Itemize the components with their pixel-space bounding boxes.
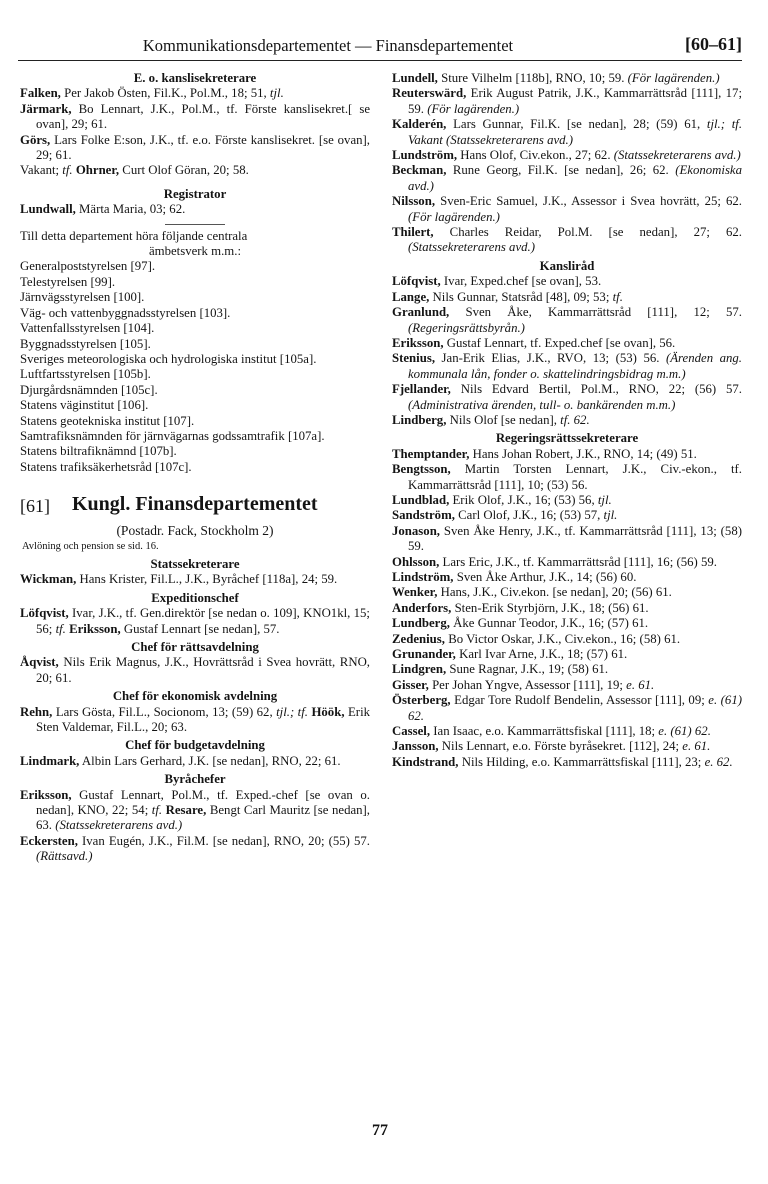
agency-item: Statens geotekniska institut [107]. xyxy=(20,413,195,428)
entry: Löfqvist, Ivar, Exped.chef [se ovan], 53. xyxy=(392,274,602,289)
right-column xyxy=(392,71,742,770)
section-heading: Kansliråd xyxy=(539,258,595,273)
section-heading: Byråchefer xyxy=(164,772,226,787)
intro-text: ämbetsverk m.m.: xyxy=(148,244,242,259)
entry: Wickman, Hans Krister, Fil.L., J.K., Byråchef [118a], 24; 59. xyxy=(20,572,338,587)
divider xyxy=(165,224,225,225)
entry: Kalderén, Lars Gunnar, Fil.K. [se nedan], 28; (59) 61, tjl.; tf. Vakant (Statssekreterarens avd.) xyxy=(392,117,743,147)
department-number: [61] xyxy=(20,496,50,517)
section-heading: Chef för rättsavdelning xyxy=(131,640,259,654)
entry: Eriksson, Gustaf Lennart, Pol.M., tf. Exped.-chef [se ovan o. nedan], KNO, 22; 54; tf. Resare, Bengt Carl Mauritz [se nedan], 63. (Statssekreterarens avd.) xyxy=(20,787,371,833)
entry: Bengtsson, Martin Torsten Lennart, J.K., Civ.-ekon., tf. Kammarrättsråd [111], 10; (53) 56. xyxy=(392,462,742,492)
entry: Gisser, Per Johan Yngve, Assessor [111], 19; e. 61. xyxy=(392,677,655,692)
entry: Järmark, Bo Lennart, J.K., Pol.M., tf. Förste kanslisekret.[ se ovan], 29; 61. xyxy=(20,101,371,132)
agency-item: Statens biltrafiknämnd [107b]. xyxy=(20,444,177,459)
entry: Jonason, Sven Åke Henry, J.K., tf. Kammarrättsråd [111], 13; (58) 59. xyxy=(392,523,742,554)
department-heading xyxy=(20,493,370,523)
entry: Falken, Per Jakob Östen, Fil.K., Pol.M., 18; 51, tjl. xyxy=(20,86,284,101)
agency-item: Statens trafiksäkerhetsråd [107c]. xyxy=(20,459,192,474)
entry: Jansson, Nils Lennart, e.o. Förste byråsekret. [112], 24; e. 61. xyxy=(392,739,711,754)
entry: Lundström, Hans Olof, Civ.ekon., 27; 62. (Statssekreterarens avd.) xyxy=(392,148,741,163)
document-page xyxy=(18,30,742,1170)
left-column xyxy=(20,71,370,865)
entry: Lindgren, Sune Ragnar, J.K., 19; (58) 61. xyxy=(392,662,609,677)
entry: Lundberg, Åke Gunnar Teodor, J.K., 16; (57) 61. xyxy=(392,616,649,631)
header-section-range: [60–61] xyxy=(685,34,742,54)
entry: Anderfors, Sten-Erik Styrbjörn, J.K., 18; (56) 61. xyxy=(392,600,649,615)
section-heading: Statssekreterare xyxy=(150,556,240,571)
entry: Görs, Lars Folke E:son, J.K., tf. e.o. Förste kanslisekret. [se ovan], 29; 61. xyxy=(20,132,370,163)
agency-item: Järnvägsstyrelsen [100]. xyxy=(20,290,145,305)
entry: Nilsson, Sven-Eric Samuel, J.K., Assessor i Svea hovrätt, 25; 62. (För lagärenden.) xyxy=(392,194,743,224)
entry: Lindmark, Albin Lars Gerhard, J.K. [se nedan], RNO, 22; 61. xyxy=(20,753,341,768)
agency-item: Statens väginstitut [106]. xyxy=(20,398,149,413)
page-number: 77 xyxy=(372,1122,388,1139)
entry: Stenius, Jan-Erik Elias, J.K., RVO, 13; (53) 56. (Ärenden ang. kommunala lån, fonder o. skattelindringsbidrag m.m.) xyxy=(392,351,742,381)
header-title: Kommunikationsdepartementet — Finansdepartementet xyxy=(142,36,514,55)
agency-item: Djurgårdsnämnden [105c]. xyxy=(20,382,158,397)
entry: Kindstrand, Nils Hilding, e.o. Kammarrättsfiskal [111], 23; e. 62. xyxy=(392,754,733,769)
section-heading: Chef för budgetavdelning xyxy=(125,738,265,753)
agency-list xyxy=(20,259,370,475)
agency-item: Vattenfallsstyrelsen [104]. xyxy=(20,321,155,336)
section-heading: Chef för ekonomisk avdelning xyxy=(112,689,278,704)
entry: Åqvist, Nils Erik Magnus, J.K., Hovrättsråd i Svea hovrätt, RNO, 20; 61. xyxy=(20,655,371,685)
running-header xyxy=(18,30,742,61)
section-heading: Expeditionschef xyxy=(151,590,239,605)
agency-item: Telestyrelsen [99]. xyxy=(20,274,116,289)
entry: Thilert, Charles Reidar, Pol.M. [se nedan], 27; 62. (Statssekreterarens avd.) xyxy=(392,225,743,255)
entry: Beckman, Rune Georg, Fil.K. [se nedan], 26; 62. (Ekonomiska avd.) xyxy=(392,163,742,193)
entry: Sandström, Carl Olof, J.K., 16; (53) 57, tjl. xyxy=(392,508,618,523)
entry: Ohlsson, Lars Eric, J.K., tf. Kammarrättsråd [111], 16; (56) 59. xyxy=(392,554,717,569)
agency-item: Generalpoststyrelsen [97]. xyxy=(20,259,156,274)
entry: Fjellander, Nils Edvard Bertil, Pol.M., RNO, 22; (56) 57. (Administrativa ärenden, tull- o. bankärenden m.m.) xyxy=(392,382,742,412)
department-title: Kungl. Finansdepartementet xyxy=(72,493,318,516)
entry: Lundell, Sture Vilhelm [118b], RNO, 10; 59. (För lagärenden.) xyxy=(392,71,720,85)
entry: Eriksson, Gustaf Lennart, tf. Exped.chef [se ovan], 56. xyxy=(392,335,676,350)
entry: Themptander, Hans Johan Robert, J.K., RNO, 14; (49) 51. xyxy=(392,446,697,461)
entry: Reuterswärd, Erik August Patrik, J.K., Kammarrättsråd [111], 17; 59. (För lagärenden.) xyxy=(392,86,742,116)
intro-text: Till detta departement höra följande centrala xyxy=(20,228,248,243)
entry: Zedenius, Bo Victor Oskar, J.K., Civ.ekon., 16; (58) 61. xyxy=(392,631,681,646)
entry: Vakant; tf. Ohrner, Curt Olof Göran, 20; 58. xyxy=(20,163,249,178)
entry: Cassel, Ian Isaac, e.o. Kammarrättsfiskal [111], 18; e. (61) 62. xyxy=(392,724,711,739)
agency-item: Väg- och vattenbyggnadsstyrelsen [103]. xyxy=(20,305,231,320)
entry: Grunander, Karl Ivar Arne, J.K., 18; (57) 61. xyxy=(392,647,628,662)
entry: Lundwall, Märta Maria, 03; 62. xyxy=(20,202,186,217)
salary-note: Avlöning och pension se sid. 16. xyxy=(22,540,159,552)
entry: Lindström, Sven Åke Arthur, J.K., 14; (56) 60. xyxy=(392,570,637,584)
entry: Wenker, Hans, J.K., Civ.ekon. [se nedan], 20; (56) 61. xyxy=(392,585,672,600)
entry: Lundblad, Erik Olof, J.K., 16; (53) 56, tjl. xyxy=(392,492,612,507)
entry: Rehn, Lars Gösta, Fil.L., Socionom, 13; (59) 62, tjl.; tf. Höök, Erik Sten Valdemar, Fil.L., 20; 63. xyxy=(20,704,371,735)
section-heading: E. o. kanslisekreterare xyxy=(133,71,257,85)
entry: Granlund, Sven Åke, Kammarrättsråd [111], 12; 57. (Regeringsrättsbyrån.) xyxy=(392,305,742,335)
agency-item: Sveriges meteorologiska och hydrologiska institut [105a]. xyxy=(20,351,317,366)
agency-item: Samtrafiksnämnden för järnvägarnas godssamtrafik [107a]. xyxy=(20,428,325,443)
entry: Löfqvist, Ivar, J.K., tf. Gen.direktör [se nedan o. 109], KNO1kl, 15; 56; tf. Eriksson, Gustaf Lennart [se nedan], 57. xyxy=(20,606,370,636)
entry: Österberg, Edgar Tore Rudolf Bendelin, Assessor [111], 09; e. (61) 62. xyxy=(392,693,742,723)
entry: Lange, Nils Gunnar, Statsråd [48], 09; 53; tf. xyxy=(392,289,623,304)
section-heading: Regeringsrättssekreterare xyxy=(495,431,639,446)
agency-item: Byggnadsstyrelsen [105]. xyxy=(20,336,151,351)
section-heading: Registrator xyxy=(163,186,227,201)
postal-address: (Postadr. Fack, Stockholm 2) xyxy=(116,523,274,539)
agency-item: Luftfartsstyrelsen [105b]. xyxy=(20,367,151,382)
entry: Lindberg, Nils Olof [se nedan], tf. 62. xyxy=(392,412,590,427)
entry: Eckersten, Ivan Eugén, J.K., Fil.M. [se nedan], RNO, 20; (55) 57. (Rättsavd.) xyxy=(20,833,370,864)
